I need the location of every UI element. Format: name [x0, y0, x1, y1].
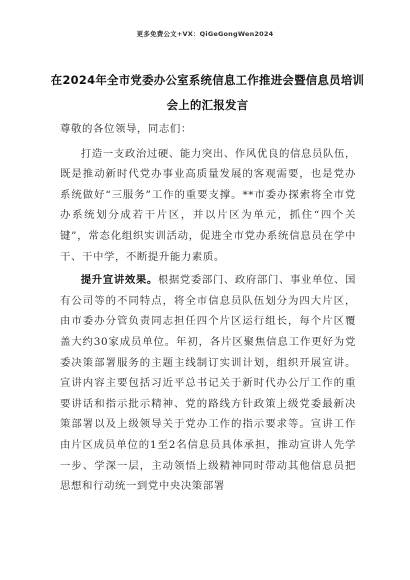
- section-heading: 提升宣讲效果。: [80, 274, 158, 287]
- paragraph-text: 打造一支政治过硬、能力突出、作风优良的信息员队伍，既是推动新时代党办事业高质量发展的客观需要，也是党办系统做好“三服务”工作的重要支撑。**市委办探索将全市党办系统划分成若干片区，并以片区为单元，抓住“四个关键”，常态化组织实训活动，促进全市党办系统信息员在学中干、干中学，不断提升能力素质。: [60, 147, 356, 263]
- header-promo-note: 更多免费公文+VX：QiGeGongWen2024: [136, 30, 274, 38]
- paragraph-intro: [60, 144, 356, 268]
- document-body: [60, 119, 356, 497]
- paragraph-text: 根据党委部门、政府部门、事业单位、国有公司等的不同特点，将全市信息员队伍划分为四大片区，由市委办分管负责同志担任四个片区运行组长，每个片区覆盖大约30家成员单位。年初，各片区聚焦信息工作更好为党委决策部署服务的主题主线制订实训计划，组织开展宣讲。宣讲内容主要包括习近平总书记关于新时代办公厅工作的重要讲话和指示批示精神、党的路线方针政策上级党委最新决策部署以及上级领导关于党办工作的指示要求等。宣讲工作由片区成员单位的1至2名信息员具体承担，推动宣讲人先学一步、学深一层，主动领悟上级精神同时带动其他信息员把思想和行动统一到党中央决策部署: [60, 274, 356, 493]
- salutation: 尊敬的各位领导，同志们：: [60, 123, 192, 135]
- document-title: 在2024年全市党委办公室系统信息工作推进会暨信息员培训会上的汇报发言: [50, 73, 365, 112]
- paragraph-section-1: [60, 270, 356, 497]
